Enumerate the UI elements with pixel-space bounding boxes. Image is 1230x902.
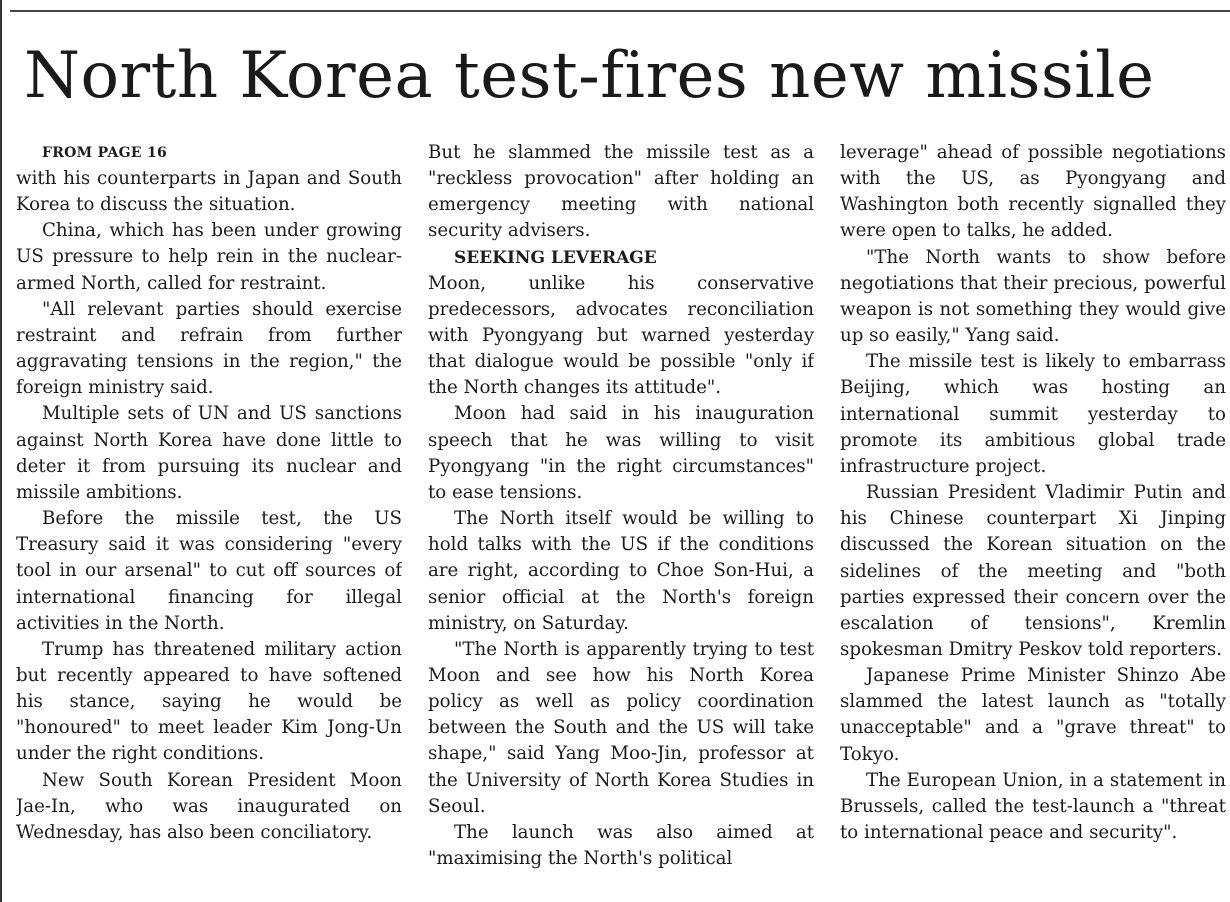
column-1 <box>16 140 402 902</box>
top-rule <box>10 10 1230 12</box>
column-3 <box>840 140 1226 902</box>
paragraph: Multiple sets of UN and US sanctions against North Korea have done little to deter it from pursuing its nuclear and missile ambitions. <box>16 403 402 503</box>
continuation-kicker: FROM PAGE 16 <box>42 145 168 161</box>
paragraph: Moon, unlike his conservative predecessors, advocates reconciliation with Pyongyang but warned yesterday that dialogue would be possible "only if the North changes its attitude". <box>428 272 814 399</box>
paragraph: The launch was also aimed at "maximising the North's political <box>428 821 814 870</box>
paragraph: "The North wants to show before negotiations that their precious, powerful weapon is not something they would give up so easily," Yang said. <box>840 246 1226 347</box>
paragraph: Moon had said in his inauguration speech that he was willing to visit Pyongyang "in the right circumstances" to ease tensions. <box>428 403 814 503</box>
paragraph: Trump has threatened military action but recently appeared to have softened his stance, saying he would be "honoured" to meet leader Kim Jong-Un under the right conditions. <box>16 638 402 765</box>
paragraph: New South Korean President Moon Jae-In, who was inaugurated on Wednesday, has also been conciliatory. <box>16 769 402 843</box>
paragraph: "The North is apparently trying to test Moon and see how his North Korea policy as well as policy coordination between the South and the US will take shape," said Yang Moo-Jin, professor at the University of North Korea Studies in Seoul. <box>428 638 814 817</box>
column-2 <box>428 140 814 902</box>
paragraph: leverage" ahead of possible negotiations with the US, as Pyongyang and Washington both recently signalled they were open to talks, he added. <box>840 142 1226 242</box>
article-body <box>16 140 1226 902</box>
paragraph: The European Union, in a statement in Brussels, called the test-launch a "threat to international peace and security". <box>840 769 1226 844</box>
subheading: SEEKING LEVERAGE <box>454 247 657 268</box>
paragraph: But he slammed the missile test as a "reckless provocation" after holding an emergency meeting with national security advisers. <box>428 142 814 242</box>
paragraph: The missile test is likely to embarrass Beijing, which was hosting an international summit yesterday to promote its ambitious global trade infrastructure project. <box>840 351 1226 477</box>
headline: North Korea test-fires new missile <box>24 39 1155 113</box>
paragraph: Russian President Vladimir Putin and his Chinese counterpart Xi Jinping discussed the Korean situation on the sidelines of the meeting and "both parties expressed their concern over the escalation of tensions", Kremlin spokesman Dmitry Peskov told reporters. <box>840 482 1226 660</box>
paragraph: The North itself would be willing to hold talks with the US if the conditions are right, according to Choe Son-Hui, a senior official at the North's foreign ministry, on Saturday. <box>428 508 814 634</box>
paragraph: Japanese Prime Minister Shinzo Abe slammed the latest launch as "totally unacceptable" and a "grave threat" to Tokyo. <box>840 665 1226 765</box>
paragraph: "All relevant parties should exercise restraint and refrain from further aggravating tensions in the region," the foreign ministry said. <box>16 298 402 399</box>
paragraph: with his counterparts in Japan and South Korea to discuss the situation. <box>16 168 402 216</box>
paragraph: China, which has been under growing US pressure to help rein in the nuclear-armed North, called for restraint. <box>16 220 402 294</box>
paragraph: Before the missile test, the US Treasury said it was considering "every tool in our arsenal" to cut off sources of international financing for illegal activities in the North. <box>16 508 402 634</box>
